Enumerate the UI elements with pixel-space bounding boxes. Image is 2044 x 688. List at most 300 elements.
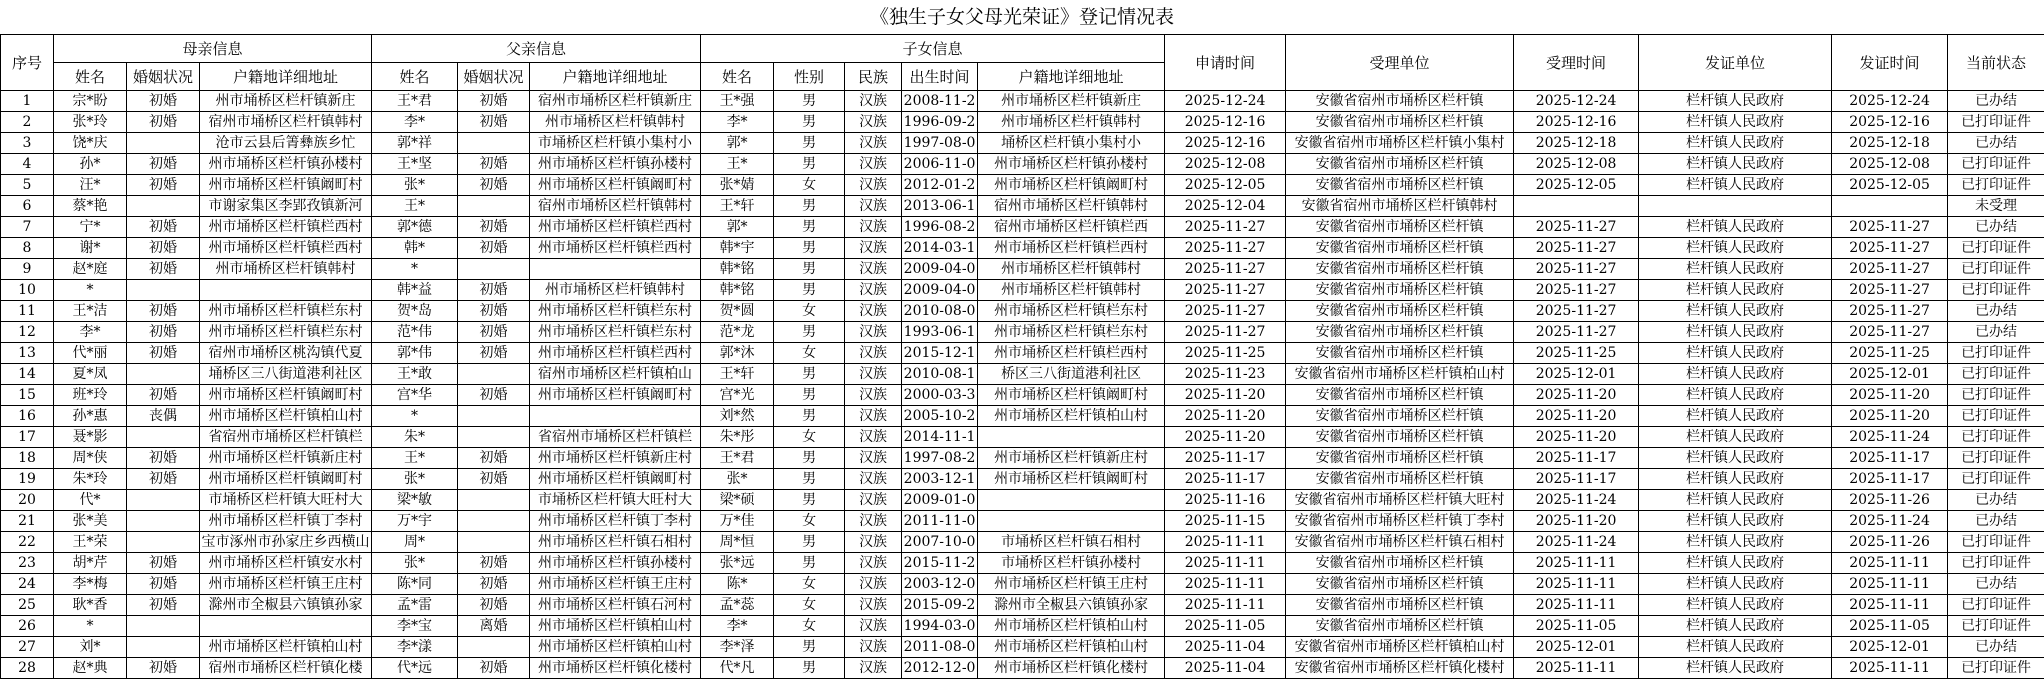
- cell-mother-name: 李*: [54, 322, 127, 343]
- cell-seq: 5: [1, 175, 54, 196]
- cell-child-birth: 1994-03-0: [902, 616, 978, 637]
- cell-child-ethnic: 汉族: [845, 490, 902, 511]
- cell-father-marital: [458, 406, 530, 427]
- cell-accept-unit: 安徽省宿州市埇桥区栏杆镇: [1286, 406, 1514, 427]
- cell-accept-unit: 安徽省宿州市埇桥区栏杆镇: [1286, 343, 1514, 364]
- table-row: [1, 112, 2044, 133]
- cell-child-name: 韩*铭: [701, 259, 774, 280]
- cell-father-marital: 初婚: [458, 112, 530, 133]
- cell-mother-address: 州市埇桥区栏杆镇韩村: [200, 259, 372, 280]
- table-row: [1, 616, 2044, 637]
- cell-mother-marital: 初婚: [127, 322, 200, 343]
- cell-father-name: 王*: [372, 196, 458, 217]
- cell-father-marital: [458, 490, 530, 511]
- cell-child-name: 韩*宇: [701, 238, 774, 259]
- cell-father-address: 州市埇桥区栏杆镇新庄村: [530, 448, 701, 469]
- cell-apply-time: 2025-11-27: [1165, 301, 1286, 322]
- table-row: [1, 469, 2044, 490]
- cell-mother-name: 赵*典: [54, 658, 127, 679]
- cell-father-address: 州市埇桥区栏杆镇韩村: [530, 280, 701, 301]
- cell-father-marital: 初婚: [458, 595, 530, 616]
- cell-accept-time: 2025-11-20: [1514, 385, 1639, 406]
- cell-father-marital: 初婚: [458, 238, 530, 259]
- cell-child-gender: 男: [774, 553, 845, 574]
- cell-seq: 17: [1, 427, 54, 448]
- cell-child-gender: 男: [774, 154, 845, 175]
- cell-child-name: 孟*蕊: [701, 595, 774, 616]
- table-row: [1, 322, 2044, 343]
- cell-father-marital: 初婚: [458, 385, 530, 406]
- cell-mother-name: 胡*芹: [54, 553, 127, 574]
- cell-child-gender: 男: [774, 259, 845, 280]
- cell-child-birth: 2015-09-2: [902, 595, 978, 616]
- cell-child-gender: 男: [774, 490, 845, 511]
- cell-mother-name: 王*洁: [54, 301, 127, 322]
- cell-issue-time: 2025-11-27: [1832, 259, 1948, 280]
- cell-child-ethnic: 汉族: [845, 427, 902, 448]
- cell-child-ethnic: 汉族: [845, 364, 902, 385]
- cell-child-ethnic: 汉族: [845, 280, 902, 301]
- cell-mother-marital: 初婚: [127, 217, 200, 238]
- cell-child-gender: 女: [774, 175, 845, 196]
- cell-mother-address: 宿州市埇桥区桃沟镇代夏: [200, 343, 372, 364]
- cell-father-name: 郭*伟: [372, 343, 458, 364]
- cell-child-address: 州市埇桥区栏杆镇新庄村: [978, 448, 1165, 469]
- cell-child-ethnic: 汉族: [845, 553, 902, 574]
- cell-seq: 20: [1, 490, 54, 511]
- cell-accept-time: 2025-11-05: [1514, 616, 1639, 637]
- table-row: [1, 133, 2044, 154]
- cell-accept-unit: 安徽省宿州市埇桥区栏杆镇: [1286, 175, 1514, 196]
- cell-father-name: 李*: [372, 112, 458, 133]
- cell-issue-unit: 栏杆镇人民政府: [1639, 259, 1832, 280]
- cell-issue-unit: 栏杆镇人民政府: [1639, 511, 1832, 532]
- cell-status: 已办结: [1948, 91, 2044, 112]
- cell-child-birth: 2011-08-0: [902, 637, 978, 658]
- table-row: [1, 532, 2044, 553]
- cell-father-marital: 初婚: [458, 280, 530, 301]
- cell-child-address: 州市埇桥区栏杆镇栏西村: [978, 238, 1165, 259]
- cell-child-address: 市埇桥区栏杆镇孙楼村: [978, 553, 1165, 574]
- cell-father-marital: 初婚: [458, 343, 530, 364]
- cell-seq: 8: [1, 238, 54, 259]
- cell-status: 已办结: [1948, 637, 2044, 658]
- table-row: [1, 511, 2044, 532]
- cell-child-address: 州市埇桥区栏杆镇化楼村: [978, 658, 1165, 679]
- cell-child-name: 刘*然: [701, 406, 774, 427]
- cell-seq: 15: [1, 385, 54, 406]
- cell-child-birth: 2011-11-0: [902, 511, 978, 532]
- cell-father-address: 州市埇桥区栏杆镇石河村: [530, 595, 701, 616]
- cell-seq: 25: [1, 595, 54, 616]
- cell-apply-time: 2025-12-16: [1165, 112, 1286, 133]
- cell-seq: 11: [1, 301, 54, 322]
- cell-status: 已办结: [1948, 301, 2044, 322]
- cell-apply-time: 2025-11-20: [1165, 385, 1286, 406]
- cell-issue-unit: 栏杆镇人民政府: [1639, 637, 1832, 658]
- cell-father-marital: 初婚: [458, 469, 530, 490]
- cell-accept-time: 2025-11-11: [1514, 553, 1639, 574]
- cell-child-ethnic: 汉族: [845, 133, 902, 154]
- cell-father-address: 州市埇桥区栏杆镇栏西村: [530, 238, 701, 259]
- cell-child-name: 周*恒: [701, 532, 774, 553]
- cell-child-ethnic: 汉族: [845, 658, 902, 679]
- cell-child-ethnic: 汉族: [845, 91, 902, 112]
- cell-mother-name: 孙*: [54, 154, 127, 175]
- cell-father-marital: 初婚: [458, 91, 530, 112]
- table-body: [1, 91, 2044, 679]
- cell-child-address: 州市埇桥区栏杆镇阚町村: [978, 469, 1165, 490]
- cell-accept-unit: 安徽省宿州市埇桥区栏杆镇: [1286, 91, 1514, 112]
- cell-mother-name: 蔡*艳: [54, 196, 127, 217]
- cell-child-address: [978, 511, 1165, 532]
- cell-status: 已打印证件: [1948, 616, 2044, 637]
- cell-mother-address: 州市埇桥区栏杆镇阚町村: [200, 469, 372, 490]
- cell-mother-marital: [127, 364, 200, 385]
- cell-child-ethnic: 汉族: [845, 322, 902, 343]
- cell-issue-unit: 栏杆镇人民政府: [1639, 112, 1832, 133]
- cell-mother-address: 州市埇桥区栏杆镇栏东村: [200, 301, 372, 322]
- cell-child-gender: 男: [774, 133, 845, 154]
- cell-mother-address: 市谢家集区李郢孜镇新河: [200, 196, 372, 217]
- cell-father-address: 州市埇桥区栏杆镇丁李村: [530, 511, 701, 532]
- cell-father-name: 张*: [372, 553, 458, 574]
- cell-issue-time: 2025-11-27: [1832, 217, 1948, 238]
- cell-status: 已打印证件: [1948, 154, 2044, 175]
- cell-child-ethnic: 汉族: [845, 637, 902, 658]
- cell-father-address: 市埇桥区栏杆镇小集村小: [530, 133, 701, 154]
- cell-mother-address: 州市埇桥区栏杆镇栏东村: [200, 322, 372, 343]
- cell-father-name: *: [372, 406, 458, 427]
- header-child-name: 姓名: [701, 63, 774, 91]
- cell-issue-unit: 栏杆镇人民政府: [1639, 343, 1832, 364]
- cell-accept-time: 2025-12-08: [1514, 154, 1639, 175]
- cell-mother-marital: 初婚: [127, 343, 200, 364]
- cell-mother-address: 州市埇桥区栏杆镇栏西村: [200, 238, 372, 259]
- cell-father-marital: 初婚: [458, 448, 530, 469]
- cell-mother-name: 周*侠: [54, 448, 127, 469]
- cell-accept-unit: 安徽省宿州市埇桥区栏杆镇: [1286, 154, 1514, 175]
- cell-accept-time: 2025-12-01: [1514, 364, 1639, 385]
- cell-accept-unit: 安徽省宿州市埇桥区栏杆镇: [1286, 280, 1514, 301]
- cell-mother-marital: 初婚: [127, 301, 200, 322]
- cell-mother-marital: 初婚: [127, 595, 200, 616]
- cell-accept-time: 2025-11-27: [1514, 301, 1639, 322]
- cell-issue-time: 2025-11-17: [1832, 448, 1948, 469]
- cell-child-address: 州市埇桥区栏杆镇阚町村: [978, 385, 1165, 406]
- cell-mother-address: [200, 280, 372, 301]
- cell-father-address: 州市埇桥区栏杆镇阚町村: [530, 385, 701, 406]
- header-mother-marital: 婚姻状况: [127, 63, 200, 91]
- header-issue-time: 发证时间: [1832, 35, 1948, 91]
- header-mother-address: 户籍地详细地址: [200, 63, 372, 91]
- cell-mother-name: 王*荣: [54, 532, 127, 553]
- cell-child-ethnic: 汉族: [845, 406, 902, 427]
- table-row: [1, 91, 2044, 112]
- cell-apply-time: 2025-11-20: [1165, 406, 1286, 427]
- cell-status: 已办结: [1948, 490, 2044, 511]
- cell-issue-unit: 栏杆镇人民政府: [1639, 406, 1832, 427]
- table-row: [1, 154, 2044, 175]
- table-row: [1, 238, 2044, 259]
- cell-accept-time: 2025-11-27: [1514, 280, 1639, 301]
- cell-mother-address: 州市埇桥区栏杆镇阚町村: [200, 175, 372, 196]
- cell-issue-unit: 栏杆镇人民政府: [1639, 217, 1832, 238]
- cell-accept-unit: 安徽省宿州市埇桥区栏杆镇: [1286, 259, 1514, 280]
- cell-issue-time: 2025-11-25: [1832, 343, 1948, 364]
- header-status: 当前状态: [1948, 35, 2044, 91]
- cell-mother-name: 代*丽: [54, 343, 127, 364]
- cell-mother-address: 州市埇桥区栏杆镇柏山村: [200, 637, 372, 658]
- cell-father-name: 范*伟: [372, 322, 458, 343]
- header-father-marital: 婚姻状况: [458, 63, 530, 91]
- cell-issue-unit: 栏杆镇人民政府: [1639, 448, 1832, 469]
- cell-father-marital: [458, 511, 530, 532]
- cell-child-name: 贺*圆: [701, 301, 774, 322]
- cell-accept-unit: 安徽省宿州市埇桥区栏杆镇: [1286, 553, 1514, 574]
- cell-mother-marital: [127, 133, 200, 154]
- cell-issue-time: 2025-12-01: [1832, 364, 1948, 385]
- cell-accept-time: 2025-12-18: [1514, 133, 1639, 154]
- cell-accept-unit: 安徽省宿州市埇桥区栏杆镇: [1286, 385, 1514, 406]
- cell-issue-time: 2025-12-24: [1832, 91, 1948, 112]
- cell-child-ethnic: 汉族: [845, 343, 902, 364]
- cell-father-address: 宿州市埇桥区栏杆镇韩村: [530, 196, 701, 217]
- cell-apply-time: 2025-11-16: [1165, 490, 1286, 511]
- cell-accept-time: 2025-11-27: [1514, 217, 1639, 238]
- table-row: [1, 364, 2044, 385]
- cell-seq: 3: [1, 133, 54, 154]
- cell-child-birth: 1997-08-2: [902, 448, 978, 469]
- cell-child-address: [978, 427, 1165, 448]
- cell-accept-time: 2025-12-05: [1514, 175, 1639, 196]
- cell-child-address: 州市埇桥区栏杆镇栏东村: [978, 322, 1165, 343]
- cell-father-address: [530, 406, 701, 427]
- cell-apply-time: 2025-11-17: [1165, 469, 1286, 490]
- cell-accept-time: 2025-11-17: [1514, 448, 1639, 469]
- cell-accept-time: 2025-11-27: [1514, 259, 1639, 280]
- cell-child-ethnic: 汉族: [845, 532, 902, 553]
- cell-apply-time: 2025-11-04: [1165, 637, 1286, 658]
- cell-child-name: 王*轩: [701, 196, 774, 217]
- cell-accept-time: 2025-11-24: [1514, 490, 1639, 511]
- cell-seq: 22: [1, 532, 54, 553]
- cell-mother-address: 滁州市全椒县六镇镇孙家: [200, 595, 372, 616]
- cell-father-name: 朱*: [372, 427, 458, 448]
- cell-accept-time: 2025-11-20: [1514, 511, 1639, 532]
- cell-issue-unit: 栏杆镇人民政府: [1639, 280, 1832, 301]
- cell-accept-unit: 安徽省宿州市埇桥区栏杆镇: [1286, 616, 1514, 637]
- cell-child-ethnic: 汉族: [845, 196, 902, 217]
- cell-status: 已打印证件: [1948, 553, 2044, 574]
- cell-father-marital: 离婚: [458, 616, 530, 637]
- cell-child-address: 州市埇桥区栏杆镇新庄: [978, 91, 1165, 112]
- cell-child-name: 张*远: [701, 553, 774, 574]
- cell-apply-time: 2025-12-08: [1165, 154, 1286, 175]
- cell-issue-time: 2025-12-08: [1832, 154, 1948, 175]
- cell-child-name: 王*君: [701, 448, 774, 469]
- cell-status: 已打印证件: [1948, 469, 2044, 490]
- cell-seq: 27: [1, 637, 54, 658]
- cell-father-address: 州市埇桥区栏杆镇栏东村: [530, 301, 701, 322]
- cell-accept-time: 2025-12-16: [1514, 112, 1639, 133]
- cell-apply-time: 2025-11-27: [1165, 280, 1286, 301]
- header-seq: 序号: [1, 35, 54, 91]
- cell-issue-time: 2025-11-20: [1832, 385, 1948, 406]
- cell-child-birth: 1996-08-2: [902, 217, 978, 238]
- cell-mother-name: 孙*惠: [54, 406, 127, 427]
- cell-father-marital: [458, 196, 530, 217]
- cell-accept-time: 2025-11-17: [1514, 469, 1639, 490]
- cell-father-address: 州市埇桥区栏杆镇孙楼村: [530, 154, 701, 175]
- cell-father-name: 王*君: [372, 91, 458, 112]
- cell-mother-name: 宗*盼: [54, 91, 127, 112]
- cell-father-address: 州市埇桥区栏杆镇化楼村: [530, 658, 701, 679]
- cell-status: 已打印证件: [1948, 658, 2044, 679]
- cell-child-birth: 2009-04-0: [902, 259, 978, 280]
- cell-father-marital: [458, 364, 530, 385]
- page-title: 《独生子女父母光荣证》登记情况表: [869, 6, 1174, 28]
- cell-father-address: 宿州市埇桥区栏杆镇柏山: [530, 364, 701, 385]
- cell-child-ethnic: 汉族: [845, 616, 902, 637]
- cell-mother-name: 刘*: [54, 637, 127, 658]
- cell-status: 已打印证件: [1948, 112, 2044, 133]
- cell-father-marital: 初婚: [458, 175, 530, 196]
- cell-status: 已办结: [1948, 574, 2044, 595]
- cell-accept-unit: 安徽省宿州市埇桥区栏杆镇: [1286, 448, 1514, 469]
- cell-father-name: 孟*雷: [372, 595, 458, 616]
- cell-child-address: 州市埇桥区栏杆镇阚町村: [978, 175, 1165, 196]
- cell-apply-time: 2025-12-16: [1165, 133, 1286, 154]
- cell-issue-time: 2025-11-26: [1832, 490, 1948, 511]
- cell-child-address: 州市埇桥区栏杆镇柏山村: [978, 406, 1165, 427]
- cell-issue-unit: 栏杆镇人民政府: [1639, 301, 1832, 322]
- cell-apply-time: 2025-11-27: [1165, 322, 1286, 343]
- cell-father-marital: 初婚: [458, 574, 530, 595]
- cell-child-name: 王*: [701, 154, 774, 175]
- cell-mother-address: 宿州市埇桥区栏杆镇化楼: [200, 658, 372, 679]
- cell-father-name: 李*宝: [372, 616, 458, 637]
- cell-child-birth: 2000-03-3: [902, 385, 978, 406]
- cell-seq: 28: [1, 658, 54, 679]
- cell-mother-marital: 初婚: [127, 385, 200, 406]
- table-row: [1, 175, 2044, 196]
- cell-child-address: 州市埇桥区栏杆镇韩村: [978, 280, 1165, 301]
- cell-child-address: 州市埇桥区栏杆镇栏东村: [978, 301, 1165, 322]
- cell-child-name: 郭*沐: [701, 343, 774, 364]
- cell-child-gender: 男: [774, 217, 845, 238]
- cell-child-gender: 男: [774, 322, 845, 343]
- cell-status: 已办结: [1948, 322, 2044, 343]
- cell-accept-time: 2025-11-25: [1514, 343, 1639, 364]
- header-child-info: 子女信息: [701, 35, 1165, 63]
- cell-child-name: 王*轩: [701, 364, 774, 385]
- cell-accept-unit: 安徽省宿州市埇桥区栏杆镇: [1286, 301, 1514, 322]
- cell-seq: 6: [1, 196, 54, 217]
- cell-child-gender: 男: [774, 448, 845, 469]
- cell-apply-time: 2025-11-23: [1165, 364, 1286, 385]
- cell-mother-marital: [127, 511, 200, 532]
- cell-mother-name: 班*玲: [54, 385, 127, 406]
- cell-accept-time: 2025-12-01: [1514, 637, 1639, 658]
- cell-apply-time: 2025-11-11: [1165, 574, 1286, 595]
- cell-child-gender: 男: [774, 280, 845, 301]
- cell-mother-marital: [127, 196, 200, 217]
- cell-child-birth: 2010-08-0: [902, 301, 978, 322]
- cell-child-birth: 2006-11-0: [902, 154, 978, 175]
- cell-status: 已打印证件: [1948, 175, 2044, 196]
- table-row: [1, 595, 2044, 616]
- cell-child-ethnic: 汉族: [845, 385, 902, 406]
- cell-child-gender: 男: [774, 385, 845, 406]
- cell-child-birth: 2003-12-0: [902, 574, 978, 595]
- cell-child-address: 州市埇桥区栏杆镇栏西村: [978, 343, 1165, 364]
- cell-seq: 14: [1, 364, 54, 385]
- cell-issue-unit: 栏杆镇人民政府: [1639, 595, 1832, 616]
- cell-mother-marital: 初婚: [127, 448, 200, 469]
- cell-mother-name: 张*玲: [54, 112, 127, 133]
- cell-child-gender: 女: [774, 427, 845, 448]
- cell-mother-name: 聂*影: [54, 427, 127, 448]
- cell-mother-marital: [127, 490, 200, 511]
- cell-father-address: 宿州市埇桥区栏杆镇新庄: [530, 91, 701, 112]
- cell-issue-time: 2025-11-11: [1832, 658, 1948, 679]
- cell-seq: 1: [1, 91, 54, 112]
- cell-issue-time: 2025-12-01: [1832, 637, 1948, 658]
- cell-accept-time: 2025-11-11: [1514, 658, 1639, 679]
- cell-issue-time: 2025-11-11: [1832, 574, 1948, 595]
- cell-issue-unit: 栏杆镇人民政府: [1639, 322, 1832, 343]
- cell-mother-address: 州市埇桥区栏杆镇孙楼村: [200, 154, 372, 175]
- table-row: [1, 217, 2044, 238]
- cell-father-name: 张*: [372, 469, 458, 490]
- cell-child-gender: 女: [774, 616, 845, 637]
- header-father-name: 姓名: [372, 63, 458, 91]
- cell-child-address: 州市埇桥区栏杆镇韩村: [978, 112, 1165, 133]
- cell-child-name: 朱*彤: [701, 427, 774, 448]
- cell-accept-unit: 安徽省宿州市埇桥区栏杆镇: [1286, 427, 1514, 448]
- cell-status: 已打印证件: [1948, 259, 2044, 280]
- cell-child-gender: 男: [774, 658, 845, 679]
- cell-accept-time: [1514, 196, 1639, 217]
- table-row: [1, 427, 2044, 448]
- cell-child-gender: 男: [774, 406, 845, 427]
- cell-mother-address: 州市埇桥区栏杆镇丁李村: [200, 511, 372, 532]
- cell-accept-time: 2025-11-11: [1514, 595, 1639, 616]
- cell-father-name: 王*: [372, 448, 458, 469]
- cell-apply-time: 2025-12-04: [1165, 196, 1286, 217]
- cell-child-gender: 女: [774, 301, 845, 322]
- cell-issue-time: 2025-11-17: [1832, 469, 1948, 490]
- cell-child-address: 市埇桥区栏杆镇石相村: [978, 532, 1165, 553]
- cell-child-ethnic: 汉族: [845, 595, 902, 616]
- cell-father-name: 郭*德: [372, 217, 458, 238]
- cell-child-address: 州市埇桥区栏杆镇王庄村: [978, 574, 1165, 595]
- cell-accept-unit: 安徽省宿州市埇桥区栏杆镇小集村: [1286, 133, 1514, 154]
- cell-mother-marital: 初婚: [127, 469, 200, 490]
- cell-mother-address: 州市埇桥区栏杆镇阚町村: [200, 385, 372, 406]
- cell-mother-address: 宿州市埇桥区栏杆镇韩村: [200, 112, 372, 133]
- cell-issue-unit: 栏杆镇人民政府: [1639, 91, 1832, 112]
- cell-issue-time: 2025-11-24: [1832, 427, 1948, 448]
- cell-mother-address: 市埇桥区栏杆镇大旺村大: [200, 490, 372, 511]
- cell-father-marital: [458, 532, 530, 553]
- cell-accept-unit: 安徽省宿州市埇桥区栏杆镇: [1286, 469, 1514, 490]
- cell-father-name: 韩*益: [372, 280, 458, 301]
- cell-issue-unit: 栏杆镇人民政府: [1639, 490, 1832, 511]
- cell-issue-time: [1832, 196, 1948, 217]
- cell-issue-time: 2025-11-05: [1832, 616, 1948, 637]
